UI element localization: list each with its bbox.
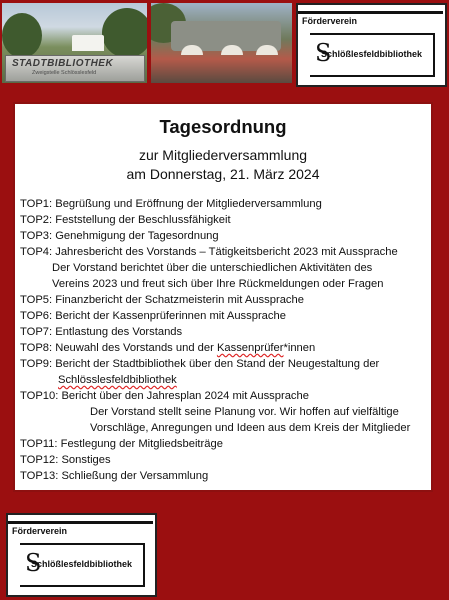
- agenda-item-text: Kassenprüfer: [216, 342, 284, 354]
- logo-text-bottom: Schlößlesfeldbibliothek: [31, 559, 133, 569]
- agenda-item: TOP2: Feststellung der Beschlussfähigkeit: [20, 214, 231, 226]
- agenda-item-text: Schlösslesfeldbibliothek: [58, 374, 177, 386]
- meeting-date: am Donnerstag, 21. März 2024: [126, 166, 320, 182]
- agenda-item: TOP7: Entlastung des Vorstands: [20, 326, 183, 338]
- logo-initial: S: [315, 39, 332, 67]
- agenda-card: [13, 102, 433, 492]
- agenda-note: Der Vorstand berichtet über die unterschiedlichen Aktivitäten des: [52, 262, 373, 274]
- building-photo: [151, 3, 292, 83]
- sign-title: STADTBIBLIOTHEK: [12, 58, 114, 69]
- logo-rule: [8, 521, 153, 524]
- agenda-list: [20, 196, 430, 484]
- tree-shape: [102, 8, 147, 58]
- agenda-item-text: TOP8: Neuwahl des Vorstands und der: [20, 342, 217, 354]
- sign-subtitle: Zweigstelle Schlösslesfeld: [32, 70, 97, 76]
- foerderverein-logo-footer: [6, 513, 157, 597]
- agenda-item: TOP9: Bericht der Stadtbibliothek über den Stand der Neugestaltung der: [20, 358, 380, 370]
- logo-text-top: Förderverein: [12, 526, 68, 536]
- agenda-item: TOP13: Schließung der Versammlung: [20, 470, 209, 482]
- agenda-item: TOP5: Finanzbericht der Schatzmeisterin mit Aussprache: [20, 294, 304, 306]
- agenda-note: Vereins 2023 und freut sich über Ihre Rückmeldungen oder Fragen: [52, 278, 384, 290]
- agenda-note: Der Vorstand stellt seine Planung vor. Wir hoffen auf vielfältige: [90, 406, 399, 418]
- foerderverein-logo: [296, 3, 447, 87]
- header-banner: [0, 0, 449, 88]
- page-title: Tagesordnung: [159, 116, 287, 137]
- logo-rule: [298, 11, 443, 14]
- agenda-item: TOP10: Bericht über den Jahresplan 2024 mit Aussprache: [20, 390, 309, 402]
- tree-shape: [2, 13, 42, 58]
- agenda-item: [20, 340, 430, 356]
- page-subtitle: zur Mitgliederversammlung: [138, 147, 308, 163]
- agenda-item: TOP12: Sonstiges: [20, 454, 111, 466]
- logo-initial: S: [25, 549, 42, 577]
- agenda-item: TOP1: Begrüßung und Eröffnung der Mitgliederversammlung: [20, 198, 322, 210]
- agenda-item-continuation: [20, 372, 430, 388]
- library-photo: [2, 3, 147, 83]
- agenda-note: Vorschläge, Anregungen und Ideen aus dem Kreis der Mitglieder: [90, 422, 411, 434]
- agenda-item: TOP6: Bericht der Kassenprüferinnen mit Aussprache: [20, 310, 286, 322]
- agenda-item: TOP3: Genehmigung der Tagesordnung: [20, 230, 219, 242]
- logo-text-top: Förderverein: [302, 16, 358, 26]
- library-sign: [5, 55, 145, 82]
- agenda-item: TOP4: Jahresbericht des Vorstands – Tätigkeitsbericht 2023 mit Aussprache: [20, 246, 398, 258]
- agenda-item: TOP11: Festlegung der Mitgliedsbeiträge: [20, 438, 223, 450]
- agenda-item-text: *innen: [283, 342, 316, 354]
- logo-text-bottom: Schlößlesfeldbibliothek: [321, 49, 423, 59]
- tent-shape: [72, 35, 104, 51]
